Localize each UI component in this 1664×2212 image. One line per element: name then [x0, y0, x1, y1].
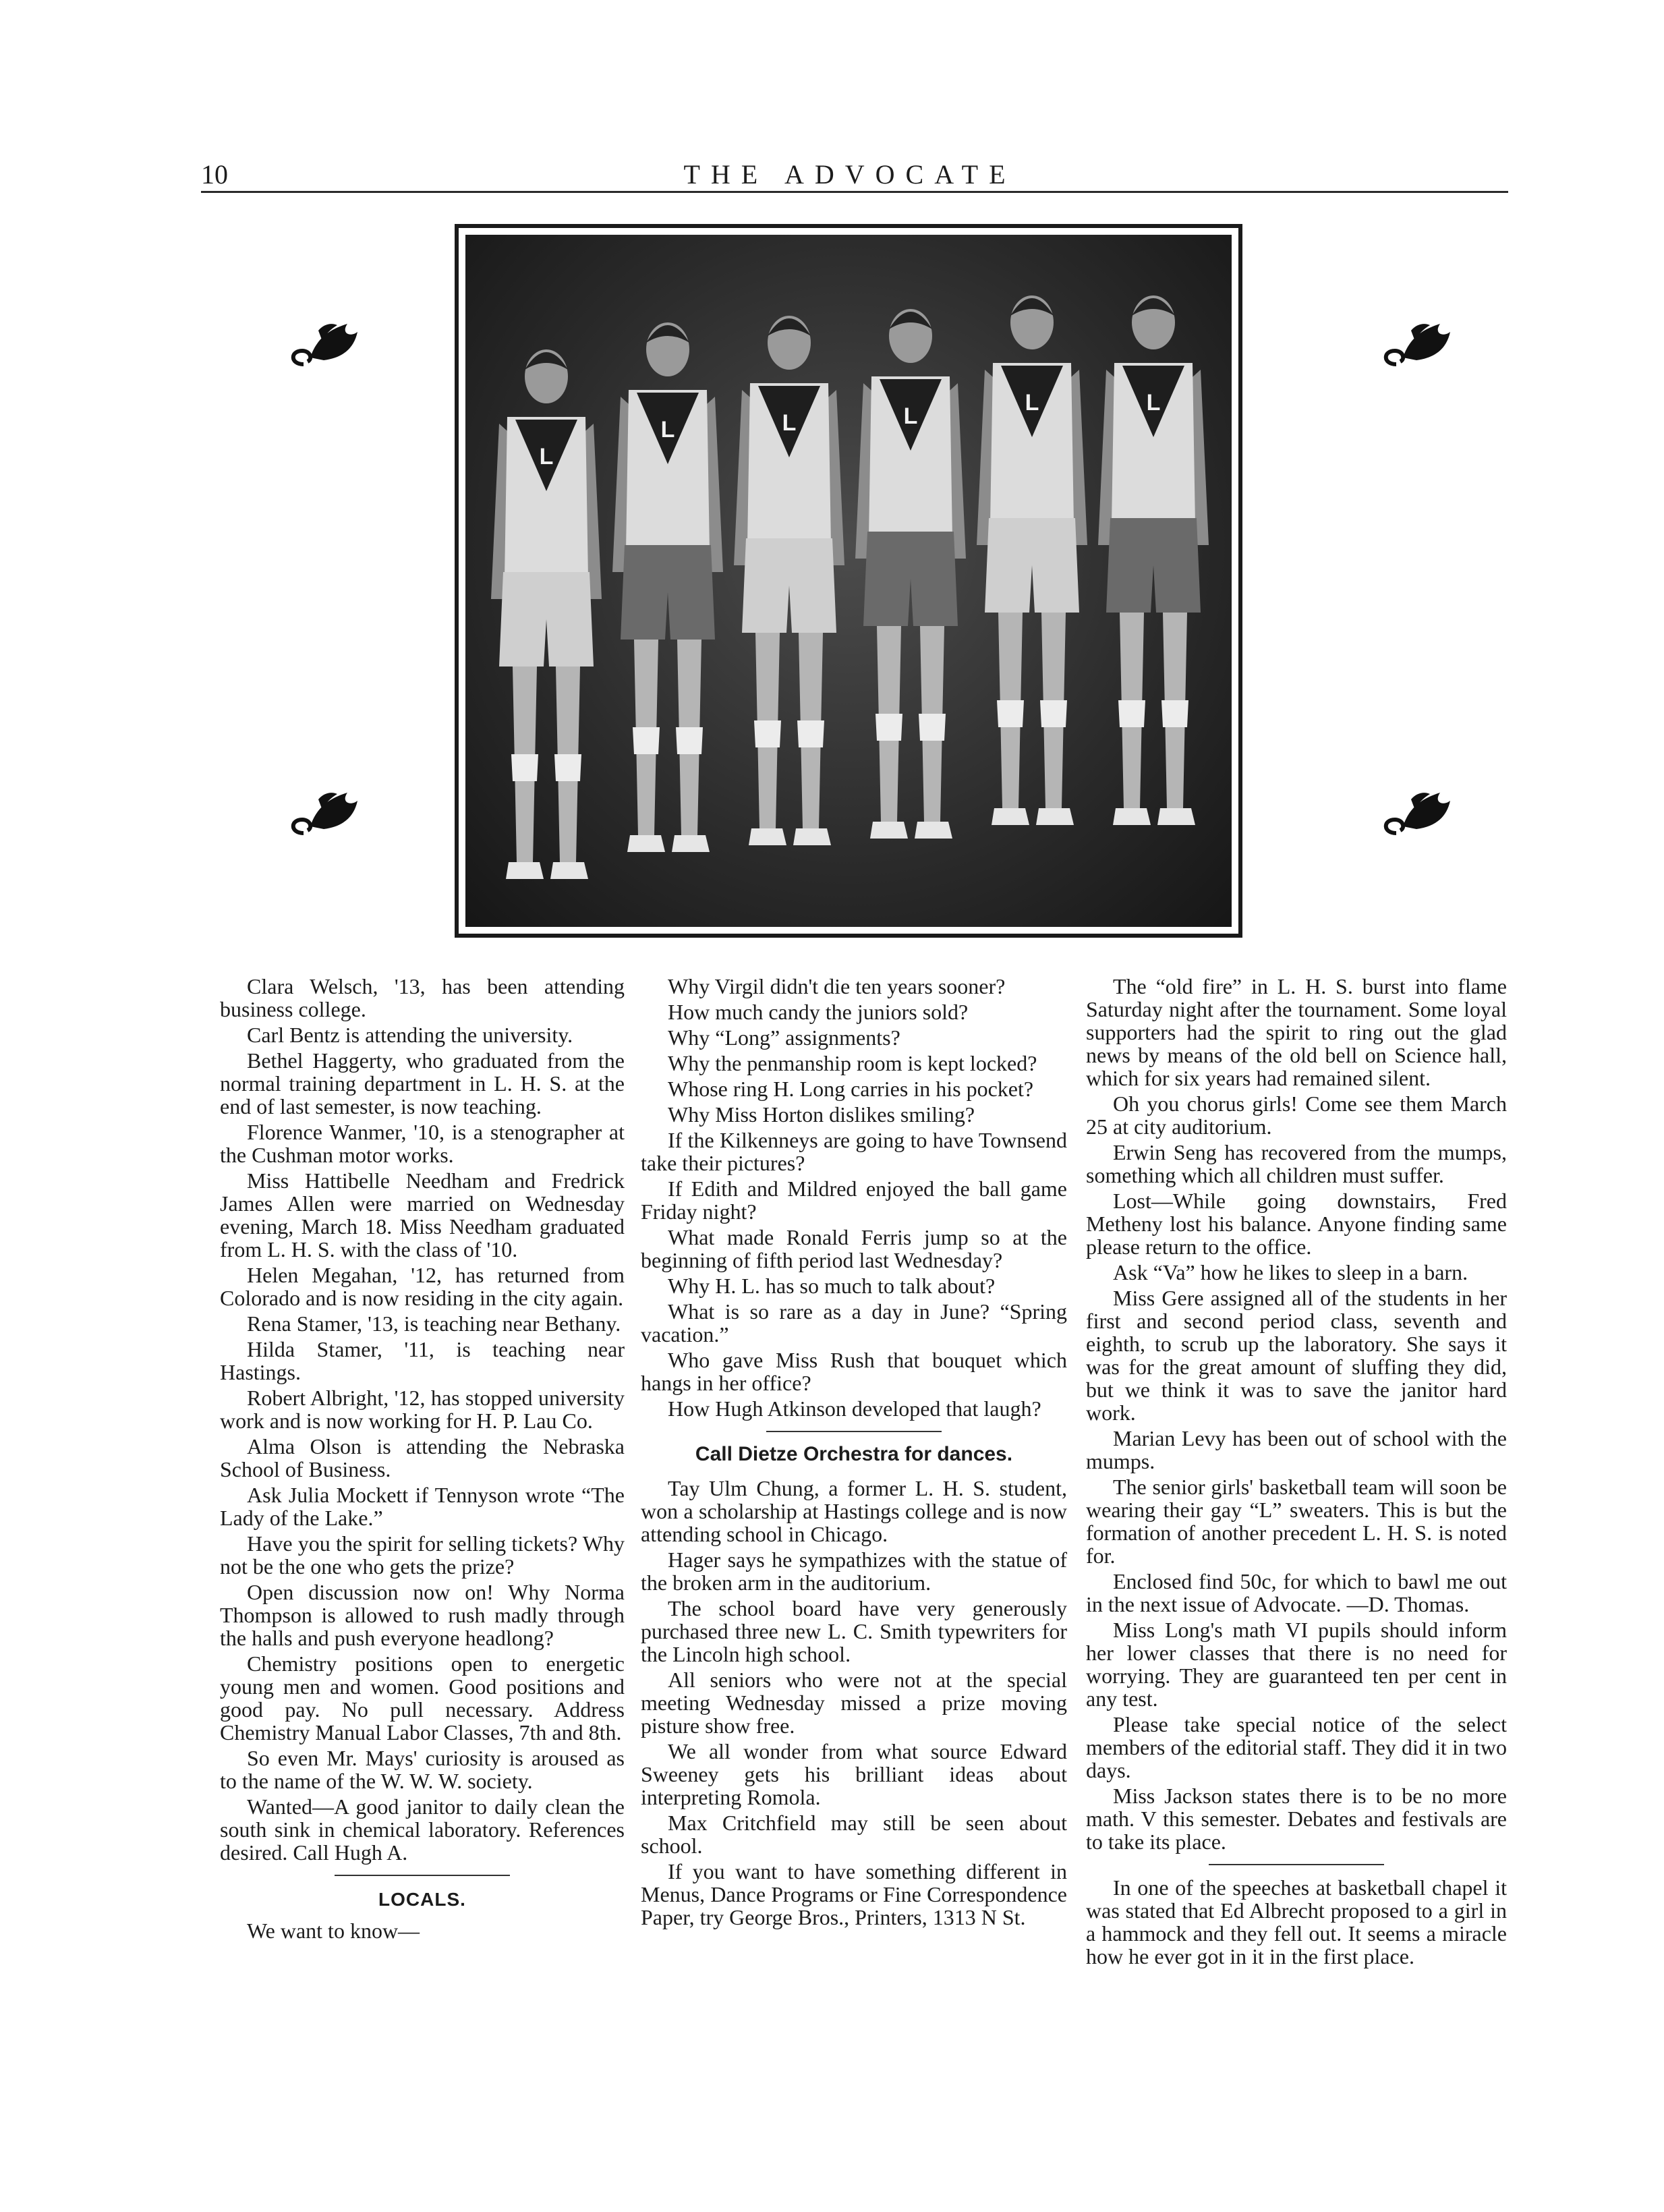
- page-number: 10: [201, 159, 228, 190]
- news-item: Open discussion now on! Why Norma Thompson is allowed to rush madly through the halls and push everyone headlong?: [220, 1580, 625, 1650]
- section-divider: [1209, 1864, 1384, 1865]
- column-left: [220, 975, 625, 1945]
- news-item: Why “Long” assignments?: [668, 1025, 900, 1050]
- news-item: Ask “Va” how he likes to sleep in a barn.: [1113, 1260, 1468, 1284]
- news-item: Robert Albright, '12, has stopped university work and is now working for H. P. Lau Co.: [220, 1386, 625, 1433]
- news-item: Ask Julia Mockett if Tennyson wrote “The Lady of the Lake.”: [220, 1483, 625, 1530]
- news-item: Miss Long's math VI pupils should inform her lower classes that there is no need for worrying. They are guaranteed ten per cent in any test.: [1086, 1618, 1507, 1711]
- news-item: We all wonder from what source Edward Sweeney gets his brilliant ideas about interpreting Romola.: [641, 1739, 1067, 1809]
- advertisement-headline: Call Dietze Orchestra for dances.: [695, 1443, 1013, 1465]
- news-item: Lost—While going downstairs, Fred Metheny lost his balance. Anyone finding same please return to the office.: [1086, 1189, 1507, 1259]
- news-item: Miss Jackson states there is to be no more math. V this semester. Debates and festivals are to take its place.: [1086, 1784, 1507, 1854]
- news-item: How much candy the juniors sold?: [668, 1000, 969, 1024]
- photo-image: [465, 235, 1232, 927]
- news-item: We want to know—: [247, 1919, 420, 1943]
- news-item: Max Critchfield may still be seen about school.: [641, 1811, 1067, 1858]
- header-rule: [201, 191, 1508, 193]
- news-item: Miss Gere assigned all of the students in her first and second period class, seventh and eighth, to scrub up the laboratory. She says it was for the great amount of sluffing they did, but we think it was to save the janitor hard work.: [1086, 1286, 1507, 1425]
- news-item: Clara Welsch, '13, has been attending business college.: [220, 974, 625, 1021]
- column-right: [1086, 975, 1507, 1970]
- news-item: Have you the spirit for selling tickets? Why not be the one who gets the prize?: [220, 1531, 625, 1579]
- publication-title: THE ADVOCATE: [683, 159, 1016, 190]
- news-item: Marian Levy has been out of school with the mumps.: [1086, 1426, 1507, 1473]
- section-heading: LOCALS.: [378, 1889, 466, 1910]
- news-item: The “old fire” in L. H. S. burst into flame Saturday night after the tournament. Some loyal supporters had the spirit to ring out the glad news by means of the old bell on Science hall, which for six years had remained silent.: [1086, 974, 1507, 1090]
- jersey-letter: L: [1025, 390, 1039, 416]
- news-item: Helen Megahan, '12, has returned from Colorado and is now residing in the city again.: [220, 1263, 625, 1310]
- basketball-team-figures: [465, 235, 1232, 927]
- player-figure: [491, 349, 602, 879]
- jersey-letter: L: [539, 444, 554, 470]
- news-item: Why H. L. has so much to talk about?: [668, 1274, 996, 1298]
- news-item: Alma Olson is attending the Nebraska School of Business.: [220, 1434, 625, 1481]
- news-item: Whose ring H. Long carries in his pocket?: [668, 1077, 1034, 1101]
- news-item: The senior girls' basketball team will soon be wearing their gay “L” sweaters. This is but the formation of another precedent L. H. S. is noted for.: [1086, 1475, 1507, 1568]
- news-item: Tay Ulm Chung, a former L. H. S. student, won a scholarship at Hastings college and is now attending school in Chicago.: [641, 1476, 1067, 1546]
- player-figure: [855, 309, 966, 839]
- section-divider: [766, 1431, 942, 1432]
- news-item: So even Mr. Mays' curiosity is aroused as to the name of the W. W. W. society.: [220, 1746, 625, 1793]
- news-item: In one of the speeches at basketball chapel it was stated that Ed Albrecht proposed to a girl in a hammock and they fell out. It seems a miracle how he ever got in it in the first place.: [1086, 1875, 1507, 1968]
- news-item: If you want to have something different in Menus, Dance Programs or Fine Correspondence Paper, try George Bros., Printers, 1313 N St.: [641, 1859, 1067, 1929]
- news-item: Bethel Haggerty, who graduated from the normal training department in L. H. S. at the end of last semester, is now teaching.: [220, 1048, 625, 1118]
- leaf-flourish-icon: [1376, 317, 1457, 378]
- news-item: Hilda Stamer, '11, is teaching near Hastings.: [220, 1337, 625, 1384]
- news-item: Erwin Seng has recovered from the mumps, something which all children must suffer.: [1086, 1140, 1507, 1187]
- team-photograph: [455, 224, 1242, 938]
- news-item: If Edith and Mildred enjoyed the ball game Friday night?: [641, 1176, 1067, 1224]
- section-divider: [335, 1875, 510, 1876]
- news-item: Chemistry positions open to energetic young men and women. Good positions and good pay. No pull necessary. Address Chemistry Manual Labor Classes, 7th and 8th.: [220, 1651, 625, 1745]
- jersey-letter: L: [1146, 390, 1161, 416]
- news-item: What is so rare as a day in June? “Spring vacation.”: [641, 1299, 1067, 1346]
- player-figure: [1098, 295, 1209, 825]
- news-item: If the Kilkenneys are going to have Townsend take their pictures?: [641, 1128, 1067, 1175]
- jersey-letter: L: [660, 417, 675, 443]
- news-item: Carl Bentz is attending the university.: [247, 1023, 573, 1047]
- news-item: Oh you chorus girls! Come see them March 25 at city auditorium.: [1086, 1091, 1507, 1139]
- news-item: Why Virgil didn't die ten years sooner?: [668, 974, 1006, 998]
- leaf-flourish-icon: [283, 786, 364, 847]
- news-item: Florence Wanmer, '10, is a stenographer at the Cushman motor works.: [220, 1120, 625, 1167]
- news-item: Enclosed find 50c, for which to bawl me out in the next issue of Advocate. —D. Thomas.: [1086, 1569, 1507, 1616]
- news-item: Why Miss Horton dislikes smiling?: [668, 1102, 975, 1127]
- news-item: Who gave Miss Rush that bouquet which hangs in her office?: [641, 1348, 1067, 1395]
- jersey-letter: L: [782, 410, 797, 436]
- jersey-letter: L: [903, 403, 918, 429]
- leaf-flourish-icon: [1376, 786, 1457, 847]
- player-figure: [612, 322, 723, 852]
- news-item: Wanted—A good janitor to daily clean the south sink in chemical laboratory. References desired. Call Hugh A.: [220, 1794, 625, 1865]
- news-item: What made Ronald Ferris jump so at the beginning of fifth period last Wednesday?: [641, 1225, 1067, 1272]
- news-item: Miss Hattibelle Needham and Fredrick James Allen were married on Wednesday evening, March 18. Miss Needham graduated from L. H. S. with the class of '10.: [220, 1168, 625, 1261]
- news-item: Hager says he sympathizes with the statue of the broken arm in the auditorium.: [641, 1548, 1067, 1595]
- news-item: Rena Stamer, '13, is teaching near Bethany.: [247, 1311, 621, 1336]
- player-figure: [977, 295, 1087, 825]
- news-item: How Hugh Atkinson developed that laugh?: [668, 1396, 1041, 1421]
- news-item: All seniors who were not at the special meeting Wednesday missed a prize moving pisture show free.: [641, 1668, 1067, 1738]
- player-figure: [734, 316, 844, 845]
- column-middle: [641, 975, 1067, 1931]
- news-item: Please take special notice of the select members of the editorial staff. They did it in two days.: [1086, 1712, 1507, 1782]
- leaf-flourish-icon: [283, 317, 364, 378]
- news-item: The school board have very generously purchased three new L. C. Smith typewriters for the Lincoln high school.: [641, 1596, 1067, 1666]
- news-item: Why the penmanship room is kept locked?: [668, 1051, 1037, 1075]
